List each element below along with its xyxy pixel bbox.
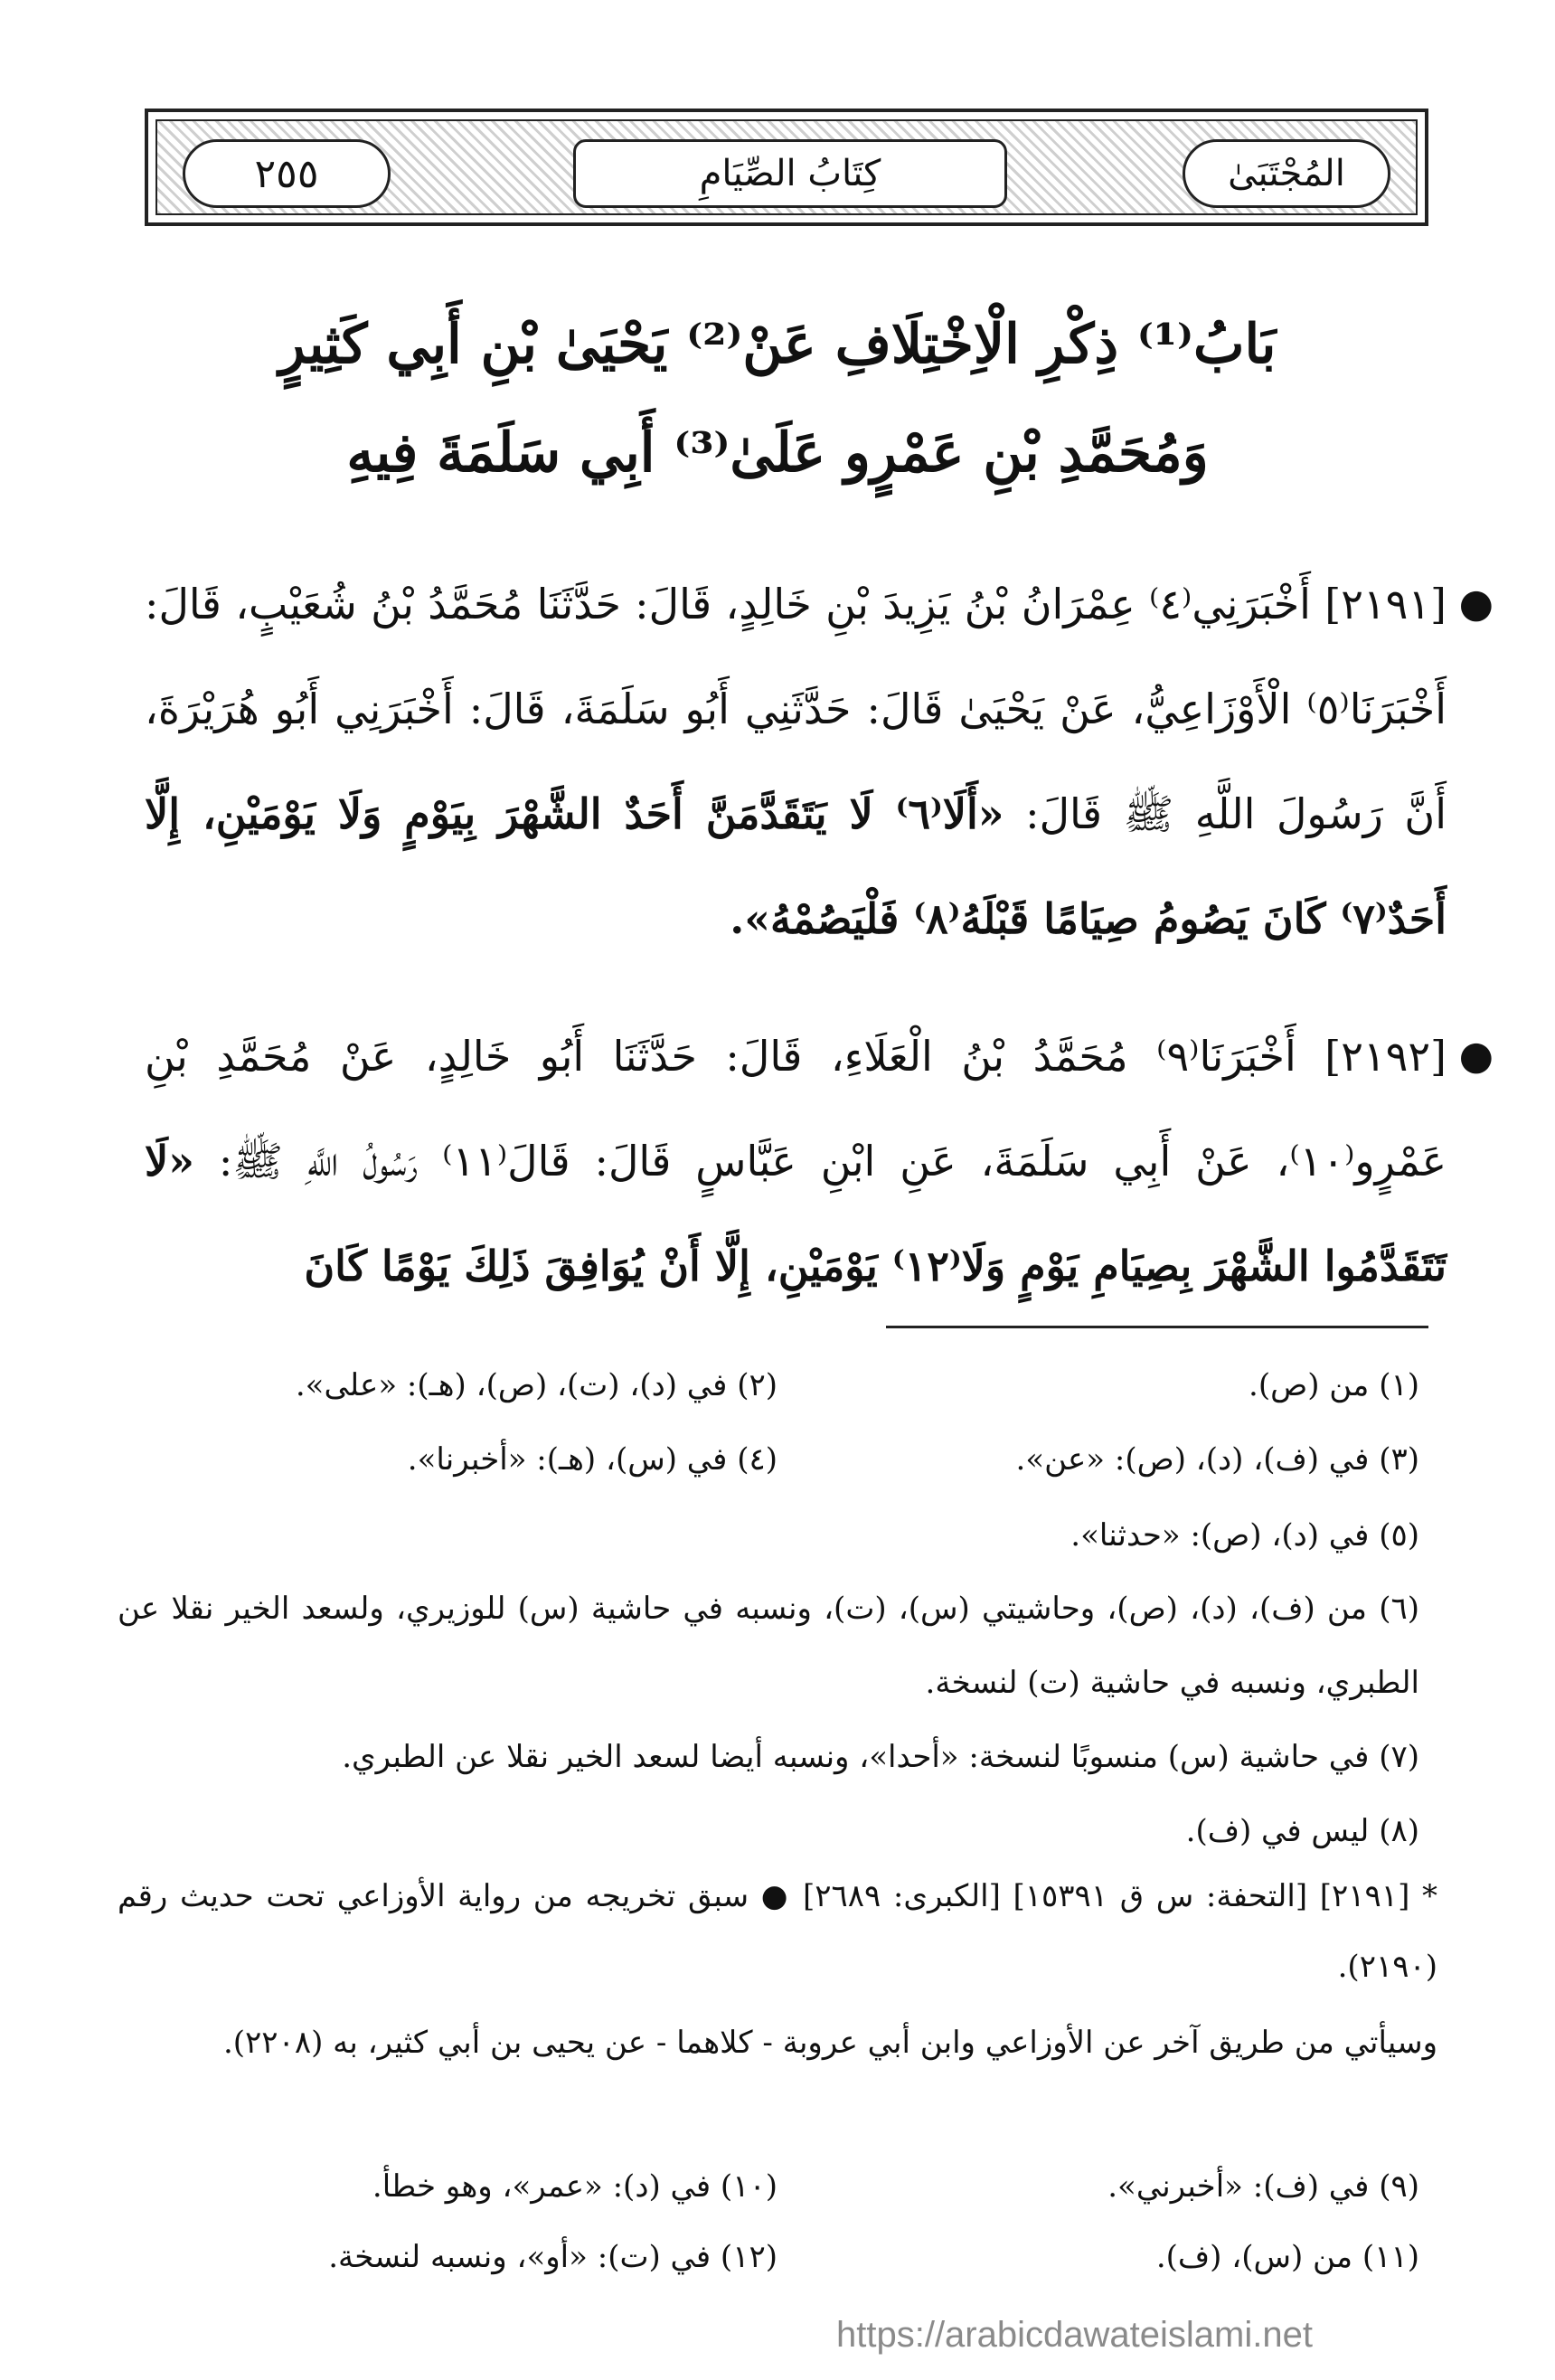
footnote: (٧) في حاشية (س) منسوبًا لنسخة: «أحدا»، ونسبه أيضا لسعد الخير نقلا عن الطبري.	[342, 1739, 1419, 1775]
footnote: (٨) ليس في (ف).	[1185, 1813, 1419, 1849]
chapter-title-line2: وَمُحَمَّدِ بْنِ عَمْرٍو عَلَىٰ⁽³⁾ أَبِي سَلَمَةَ فِيهِ	[346, 421, 1209, 485]
hadith-number: [٢١٩١]	[1324, 580, 1447, 628]
bullet-icon: ●	[1458, 1033, 1494, 1079]
footnote-divider	[886, 1326, 1428, 1328]
footnote: (٩) في (ف): «أخبرني».	[1107, 2168, 1419, 2205]
bullet-icon: ●	[1458, 581, 1494, 627]
footnote: (٦) من (ف)، (د)، (ص)، وحاشيتي (س)، (ت)، ونسبه في حاشية (س) للوزيري، ولسعد الخير نقلا عن الطبري، ونسبه في حاشية (ت) لنسخة.	[118, 1591, 1419, 1701]
series-cartouche	[1183, 139, 1390, 208]
footnote: (٥) في (د)، (ص): «حدثنا».	[1070, 1517, 1419, 1554]
hadith-2192	[145, 1004, 1494, 1318]
watermark-url: https://arabicdawateislami.net	[836, 2315, 1313, 2355]
hadith-2191	[145, 552, 1494, 971]
footnote: (٣) في (ف)، (د)، (ص): «عن».	[1015, 1441, 1419, 1478]
takhrij-note	[118, 1861, 1437, 2002]
footnote: (١٢) في (ت): «أو»، ونسبه لنسخة.	[328, 2239, 778, 2275]
footnote: (٢) في (د)، (ت)، (ص)، (هـ): «على».	[295, 1367, 778, 1403]
footnote: (١٠) في (د): «عمر»، وهو خطأ.	[372, 2168, 778, 2205]
hadith-chain: أَخْبَرَنَا⁽٩⁾ مُحَمَّدُ بْنُ الْعَلَاءِ، قَالَ: حَدَّثَنَا أَبُو خَالِدٍ، عَنْ مُحَمَّدِ بْنِ عَمْرٍو⁽١٠⁾، عَنْ أَبِي سَلَمَةَ، عَنِ ابْنِ عَبَّاسٍ قَالَ: قَالَ⁽١١⁾ رَسُولُ اللَّهِ ﷺ:	[145, 1032, 1447, 1185]
hadith-chain: أَخْبَرَنِي⁽٤⁾ عِمْرَانُ بْنُ يَزِيدَ بْنِ خَالِدٍ، قَالَ: حَدَّثَنَا مُحَمَّدُ بْنُ شُعَيْبٍ، قَالَ: أَخْبَرَنَا⁽٥⁾ الْأَوْزَاعِيُّ، عَنْ يَحْيَىٰ قَالَ: حَدَّثَنِي أَبُو سَلَمَةَ، قَالَ: أَخْبَرَنِي أَبُو هُرَيْرَةَ، أَنَّ رَسُولَ اللَّهِ ﷺ قَالَ:	[145, 580, 1447, 838]
hadith-number: [٢١٩٢]	[1324, 1032, 1447, 1081]
footnote: (١١) من (س)، (ف).	[1155, 2239, 1419, 2275]
series-name: المُجْتَبَىٰ	[1228, 153, 1345, 194]
hadith-text: «لَا تَتَقَدَّمُوا الشَّهْرَ بِصِيَامِ يَوْمٍ وَلَا⁽١٢⁾ يَوْمَيْنِ، إِلَّا أَنْ يُوَافِقَ ذَلِكَ يَوْمًا كَانَ	[145, 1137, 1447, 1290]
hadith-text: «أَلَا⁽٦⁾ لَا يَتَقَدَّمَنَّ أَحَدٌ الشَّهْرَ بِيَوْمٍ وَلَا يَوْمَيْنِ، إِلَّا أَحَدٌ⁽٧⁾ كَانَ يَصُومُ صِيَامًا قَبْلَهُ⁽٨⁾ فَلْيَصُمْهُ».	[145, 789, 1447, 943]
header-ornament	[156, 119, 1418, 215]
takhrij-note-2: وسيأتي من طريق آخر عن الأوزاعي وابن أبي عروبة - كلاهما - عن يحيى بن أبي كثير، به (٢٢٠٨).	[222, 2025, 1437, 2061]
footnote: (٤) في (س)، (هـ): «أخبرنا».	[407, 1441, 778, 1478]
chapter-title-line1: بَابُ⁽¹⁾ ذِكْرِ الْاِخْتِلَافِ عَنْ⁽²⁾ يَحْيَىٰ بْنِ أَبِي كَثِيرٍ	[278, 313, 1277, 376]
footnote: (١) من (ص).	[1249, 1367, 1419, 1403]
star-icon: *	[1421, 1878, 1437, 1914]
page-header	[145, 109, 1428, 226]
takhrij-line: [٢١٩١] [التحفة: س ق ١٥٣٩١] [الكبرى: ٢٦٨٩] ● سبق تخريجه من رواية الأوزاعي تحت حديث رقم (٢١٩٠).	[118, 1878, 1437, 1985]
book-title: كِتَابُ الصِّيَامِ	[699, 153, 881, 194]
book-title-cartouche	[573, 139, 1007, 208]
page-number-cartouche	[183, 139, 391, 208]
page-number: ٢٥٥	[254, 150, 319, 197]
